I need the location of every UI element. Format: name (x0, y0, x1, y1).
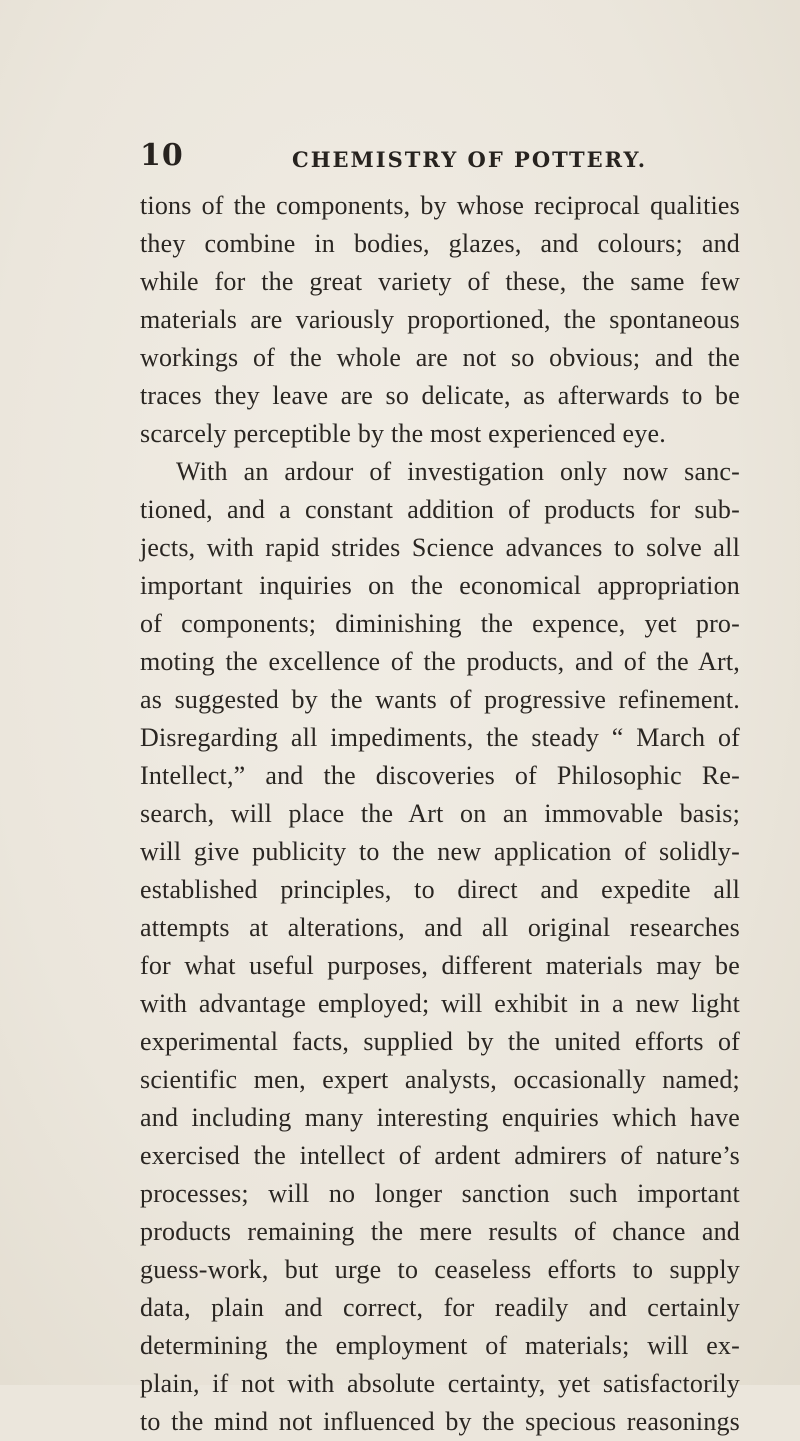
running-title: CHEMISTRY OF POTTERY. (292, 147, 648, 172)
text-line: of components; diminishing the expence, yet pro- (140, 609, 740, 638)
text-line: experimental facts, supplied by the united efforts of (140, 1027, 740, 1056)
text-line: while for the great variety of these, the same few (140, 267, 740, 296)
text-line: materials are variously proportioned, the spontaneous (140, 305, 740, 334)
text-line: moting the excellence of the products, and of the Art, (140, 647, 740, 676)
text-line: established principles, to direct and expedite all (140, 875, 740, 904)
body-text (140, 187, 740, 1441)
page-header (140, 138, 740, 182)
text-line: guess-work, but urge to ceaseless efforts to supply (140, 1255, 740, 1284)
text-line: traces they leave are so delicate, as afterwards to be (140, 381, 740, 410)
text-line: exercised the intellect of ardent admirers of nature’s (140, 1141, 740, 1170)
text-line: for what useful purposes, different materials may be (140, 951, 740, 980)
text-line: will give publicity to the new application of solidly- (140, 837, 740, 866)
text-line: processes; will no longer sanction such important (140, 1179, 740, 1208)
text-line: Disregarding all impediments, the steady “ March of (140, 723, 740, 752)
text-line: jects, with rapid strides Science advances to solve all (140, 533, 740, 562)
text-line: and including many interesting enquiries which have (140, 1103, 740, 1132)
text-line: tioned, and a constant addition of products for sub- (140, 495, 740, 524)
text-line: Intellect,” and the discoveries of Philosophic Re- (140, 761, 740, 790)
text-line: with advantage employed; will exhibit in a new light (140, 989, 740, 1018)
text-line: to the mind not influenced by the specious reasonings (140, 1407, 740, 1436)
text-line: workings of the whole are not so obvious; and the (140, 343, 740, 372)
text-line: as suggested by the wants of progressive refinement. (140, 685, 740, 714)
text-line: scarcely perceptible by the most experienced eye. (140, 419, 666, 448)
text-line: they combine in bodies, glazes, and colours; and (140, 229, 740, 258)
text-line: determining the employment of materials; will ex- (140, 1331, 740, 1360)
text-line: attempts at alterations, and all original researches (140, 913, 740, 942)
text-line: products remaining the mere results of chance and (140, 1217, 740, 1246)
text-line: With an ardour of investigation only now sanc- (176, 457, 740, 486)
text-line: important inquiries on the economical appropriation (140, 571, 740, 600)
text-line: scientific men, expert analysts, occasionally named; (140, 1065, 740, 1094)
text-line: plain, if not with absolute certainty, yet satisfactorily (140, 1369, 740, 1398)
page-number: 10 (140, 138, 184, 173)
text-line: data, plain and correct, for readily and certainly (140, 1293, 740, 1322)
text-line: search, will place the Art on an immovable basis; (140, 799, 740, 828)
text-line: tions of the components, by whose reciprocal qualities (140, 191, 740, 220)
